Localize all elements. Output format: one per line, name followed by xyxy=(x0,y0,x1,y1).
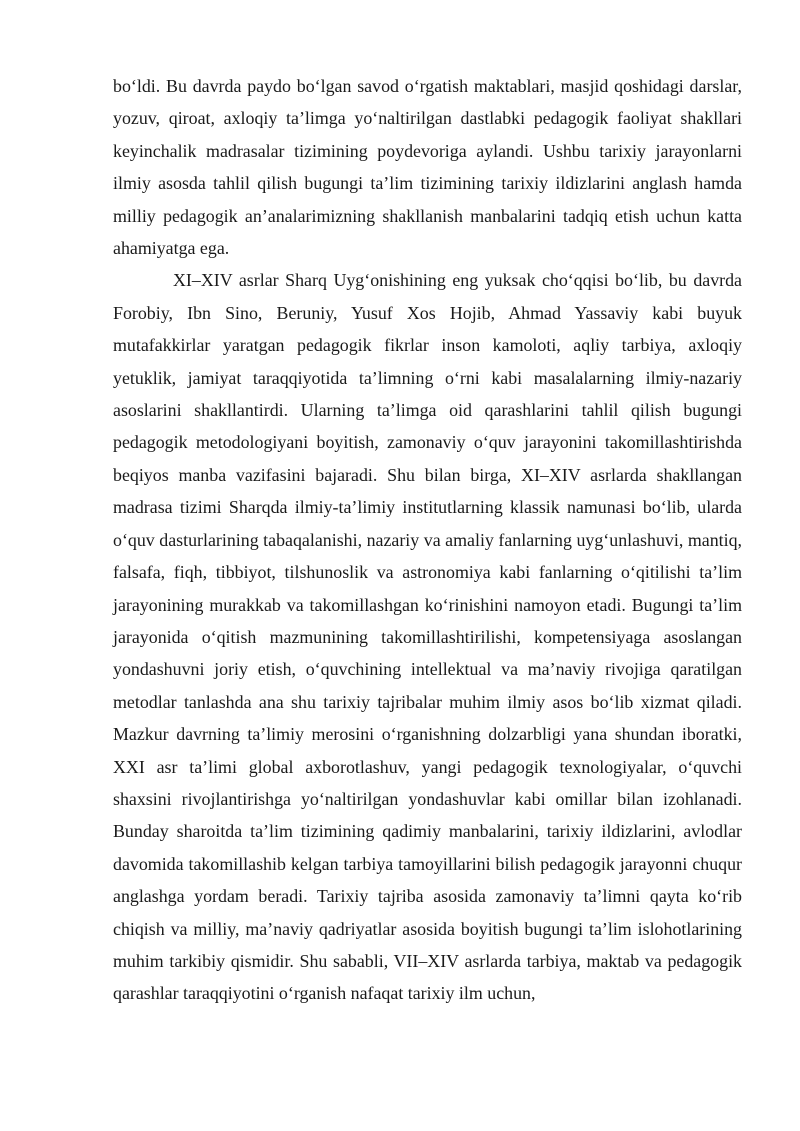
paragraph-1: boʻldi. Bu davrda paydo boʻlgan savod oʻrgatish maktablari, masjid qoshidagi darslar, yozuv, qiroat, axloqiy taʼlimga yoʻnaltirilgan dastlabki pedagogik faoliyat shakllari keyinchalik madrasalar tizimining poydevoriga aylandi. Ushbu tarixiy jarayonlarni ilmiy asosda tahlil qilish bugungi taʼlim tizimining tarixiy ildizlarini anglash hamda milliy pedagogik anʼanalarimizning shakllanish manbalarini tadqiq etish uchun katta ahamiyatga ega. xyxy=(113,76,742,259)
document-page xyxy=(113,70,742,1010)
paragraph-2: XI–XIV asrlar Sharq Uygʻonishining eng yuksak choʻqqisi boʻlib, bu davrda Forobiy, Ibn Sino, Beruniy, Yusuf Xos Hojib, Ahmad Yassaviy kabi buyuk mutafakkirlar yaratgan pedagogik fikrlar inson kamoloti, aqliy tarbiya, axloqiy yetuklik, jamiyat taraqqiyotida taʼlimning oʻrni kabi masalalarning ilmiy-nazariy asoslarini shakllantirdi. Ularning taʼlimga oid qarashlarini tahlil qilish bugungi pedagogik metodologiyani boyitish, zamonaviy oʻquv jarayonini takomillashtirishda beqiyos manba vazifasini bajaradi. Shu bilan birga, XI–XIV asrlarda shakllangan madrasa tizimi Sharqda ilmiy-taʼlimiy institutlarning klassik namunasi boʻlib, ularda oʻquv dasturlarining tabaqalanishi, nazariy va amaliy fanlarning uygʻunlashuvi, mantiq, falsafa, fiqh, tibbiyot, tilshunoslik va astronomiya kabi fanlarning oʻqitilishi taʼlim jarayonining murakkab va takomillashgan koʻrinishini namoyon etadi. Bugungi taʼlim jarayonida oʻqitish mazmunining takomillashtirilishi, kompetensiyaga asoslangan yondashuvni joriy etish, oʻquvchining intellektual va maʼnaviy rivojiga qaratilgan metodlar tanlashda ana shu tarixiy tajribalar muhim ilmiy asos boʻlib xizmat qiladi. Mazkur davrning taʼlimiy merosini oʻrganishning dolzarbligi yana shundan iboratki, XXI asr taʼlimi global axborotlashuv, yangi pedagogik texnologiyalar, oʻquvchi shaxsini rivojlantirishga yoʻnaltirilgan yondashuvlar kabi omillar bilan izohlanadi. Bunday sharoitda taʼlim tizimining qadimiy manbalarini, tarixiy ildizlarini, avlodlar davomida takomillashib kelgan tarbiya tamoyillarini bilish pedagogik jarayonni chuqur anglashga yordam beradi. Tarixiy tajriba asosida zamonaviy taʼlimni qayta koʻrib chiqish va milliy, maʼnaviy qadriyatlar asosida boyitish bugungi taʼlim islohotlarining muhim tarkibiy qismidir. Shu sababli, VII–XIV asrlarda tarbiya, maktab va pedagogik qarashlar taraqqiyotini oʻrganish nafaqat tarixiy ilm uchun, xyxy=(113,270,742,1004)
